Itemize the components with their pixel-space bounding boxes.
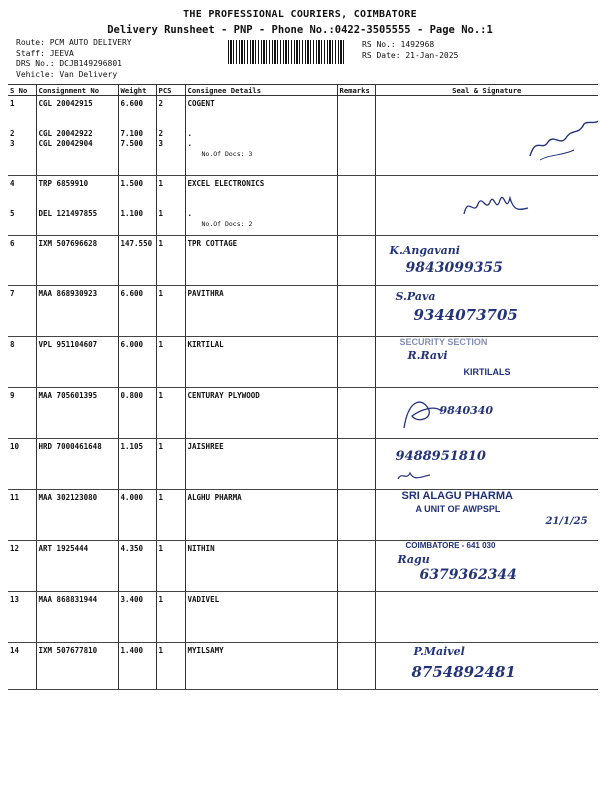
sno: 7: [8, 286, 36, 337]
consignment-no: MAA 868831944: [36, 592, 118, 643]
consignee-name: TPR COTTAGE: [185, 236, 337, 286]
remarks-cell: [337, 643, 375, 690]
consignment-no: MAA 302123080: [36, 490, 118, 541]
weight: 1.400: [118, 643, 156, 690]
sno-cell: [8, 96, 36, 176]
table-row: [8, 490, 598, 541]
table-row: [8, 388, 598, 439]
table-row: [8, 286, 598, 337]
sno: 10: [8, 439, 36, 490]
remarks-cell: [337, 286, 375, 337]
docs-count: No.Of Docs: 2: [201, 220, 253, 228]
sno: 5: [10, 209, 15, 218]
signature-scribble: [396, 469, 436, 483]
signature-cell: [375, 96, 598, 176]
consignment-no: CGL 20042915: [38, 99, 93, 108]
runsheet-subtitle: Delivery Runsheet - PNP - Phone No.:0422-3505555 - Page No.:1: [107, 24, 493, 36]
pharma-stamp-unit: A UNIT OF AWPSPL: [415, 504, 501, 514]
weight: 4.000: [118, 490, 156, 541]
sno: 14: [8, 643, 36, 690]
remarks-cell: [337, 337, 375, 388]
consignment-no: MAA 705601395: [36, 388, 118, 439]
sno: 9: [8, 388, 36, 439]
consignment-cell: [36, 96, 118, 176]
table-row: [8, 439, 598, 490]
table-row: [8, 236, 598, 286]
weight: 147.550: [118, 236, 156, 286]
col-seal-signature: Seal & Signature: [375, 85, 598, 96]
consignment-no: ART 1925444: [36, 541, 118, 592]
consignee-name: NITHIN: [185, 541, 337, 592]
consignment-no: HRD 7000461648: [36, 439, 118, 490]
pcs: 2: [158, 99, 164, 108]
table-row: [8, 96, 598, 176]
consignment-no: TRP 6859910: [38, 179, 89, 188]
col-pcs: PCS: [156, 85, 185, 96]
consignee-name: KIRTILAL: [185, 337, 337, 388]
pcs: 1: [156, 541, 185, 592]
consignment-no: IXM 507677810: [36, 643, 118, 690]
table-row: [8, 541, 598, 592]
company-title: THE PROFESSIONAL COURIERS, COIMBATORE: [183, 9, 417, 20]
company-stamp: KIRTILALS: [463, 367, 511, 377]
weight: 7.500: [120, 139, 144, 148]
weight: 4.350: [118, 541, 156, 592]
runsheet-meta-left: [16, 38, 132, 80]
consignment-no: VPL 951104607: [36, 337, 118, 388]
col-consignee: Consignee Details: [185, 85, 337, 96]
consignment-no: CGL 20042922: [38, 129, 93, 138]
remarks-cell: [337, 236, 375, 286]
pcs: 1: [156, 236, 185, 286]
vehicle-field: Vehicle: Van Delivery: [16, 69, 118, 79]
weight: 1.500: [120, 179, 144, 188]
pcs: 1: [156, 490, 185, 541]
signature-cell: [375, 236, 598, 286]
remarks-cell: [337, 388, 375, 439]
pcs-cell: [156, 96, 185, 176]
signature-scribble: [462, 190, 542, 220]
pcs: 1: [156, 337, 185, 388]
sno: 3: [10, 139, 15, 148]
consignment-cell: [36, 176, 118, 236]
staff-field: Staff: JEEVA: [16, 48, 74, 58]
consignee-name: PAVITHRA: [185, 286, 337, 337]
signature-cell: [375, 337, 598, 388]
consignee-name: .: [187, 139, 193, 148]
remarks-cell: [337, 541, 375, 592]
sno: 1: [10, 99, 15, 108]
receiver-phone: 9344073705: [413, 306, 518, 324]
sign-date: 21/1/25: [545, 516, 588, 527]
pcs: 1: [156, 439, 185, 490]
pharma-stamp-city: COIMBATORE - 641 030: [405, 541, 496, 550]
consignee-name: CENTURAY PLYWOOD: [185, 388, 337, 439]
runsheet-table: [8, 84, 598, 690]
weight: 6.600: [118, 286, 156, 337]
pcs: 1: [158, 179, 164, 188]
sno: 2: [10, 129, 15, 138]
sno: 6: [8, 236, 36, 286]
weight-cell: [118, 176, 156, 236]
consignee-name: JAISHREE: [185, 439, 337, 490]
weight: 0.800: [118, 388, 156, 439]
pcs: 1: [156, 388, 185, 439]
consignee-cell: [185, 96, 337, 176]
receiver-phone: 9840340: [439, 404, 494, 417]
receiver-name: P.Maivel: [413, 645, 465, 658]
weight: 6.000: [118, 337, 156, 388]
route-field: Route: PCM AUTO DELIVERY: [16, 38, 132, 47]
pcs: 1: [158, 209, 164, 218]
col-weight: Weight: [118, 85, 156, 96]
pcs-cell: [156, 176, 185, 236]
signature-scribble: [526, 116, 599, 164]
signature-cell: [375, 176, 598, 236]
table-row: [8, 176, 598, 236]
sno: 8: [8, 337, 36, 388]
remarks-cell: [337, 439, 375, 490]
security-stamp: SECURITY SECTION: [399, 337, 488, 347]
table-row: [8, 337, 598, 388]
runsheet-meta-right: [362, 40, 458, 61]
consignee-cell: [185, 176, 337, 236]
sno: 11: [8, 490, 36, 541]
consignee-name: .: [187, 209, 193, 218]
receiver-name: Ragu: [397, 553, 430, 566]
signature-cell: [375, 388, 598, 439]
pcs: 1: [156, 286, 185, 337]
signature-cell: [375, 490, 598, 541]
table-row: [8, 643, 598, 690]
remarks-cell: [337, 592, 375, 643]
weight: 3.400: [118, 592, 156, 643]
signature-cell: [375, 286, 598, 337]
consignment-no: MAA 868930923: [36, 286, 118, 337]
pcs: 3: [158, 139, 164, 148]
consignment-no: DEL 121497855: [38, 209, 98, 218]
weight: 1.105: [118, 439, 156, 490]
consignee-name: VADIVEL: [185, 592, 337, 643]
sno: 12: [8, 541, 36, 592]
receiver-name: R.Ravi: [407, 349, 448, 362]
weight: 1.100: [120, 209, 144, 218]
pcs: 1: [156, 643, 185, 690]
sno: 4: [10, 179, 15, 188]
signature-cell: [375, 541, 598, 592]
consignee-name: COGENT: [187, 99, 215, 108]
pcs: 2: [158, 129, 164, 138]
weight: 6.600: [120, 99, 144, 108]
remarks-cell: [337, 176, 375, 236]
receiver-phone: 8754892481: [411, 663, 516, 681]
consignee-name: ALGHU PHARMA: [185, 490, 337, 541]
consignee-name: EXCEL ELECTRONICS: [187, 179, 265, 188]
receiver-phone: 9843099355: [405, 260, 503, 276]
rs-date: RS Date: 21-Jan-2025: [362, 50, 459, 60]
signature-cell: [375, 643, 598, 690]
table-header-row: [8, 85, 598, 96]
drs-field: DRS No.: DCJB149296801: [16, 59, 122, 69]
rs-number: RS No.: 1492968: [362, 40, 435, 49]
consignee-name: .: [187, 129, 193, 138]
barcode: [228, 40, 346, 64]
col-consignment: Consignment No: [36, 85, 118, 96]
col-remarks: Remarks: [337, 85, 375, 96]
pharma-stamp-name: SRI ALAGU PHARMA: [401, 490, 513, 502]
pcs: 1: [156, 592, 185, 643]
col-sno: S No: [8, 85, 36, 96]
receiver-name: S.Pava: [395, 290, 436, 303]
receiver-name: K.Angavani: [389, 244, 460, 257]
weight-cell: [118, 96, 156, 176]
signature-cell: [375, 592, 598, 643]
sno: 13: [8, 592, 36, 643]
consignment-no: CGL 20042904: [38, 139, 93, 148]
signature-cell: [375, 439, 598, 490]
remarks-cell: [337, 96, 375, 176]
consignment-no: IXM 507696628: [36, 236, 118, 286]
receiver-phone: 6379362344: [419, 567, 517, 583]
remarks-cell: [337, 490, 375, 541]
docs-count: No.Of Docs: 3: [201, 150, 253, 158]
weight: 7.100: [120, 129, 144, 138]
consignee-name: MYILSAMY: [185, 643, 337, 690]
receiver-phone: 9488951810: [395, 449, 486, 464]
table-row: [8, 592, 598, 643]
sno-cell: [8, 176, 36, 236]
